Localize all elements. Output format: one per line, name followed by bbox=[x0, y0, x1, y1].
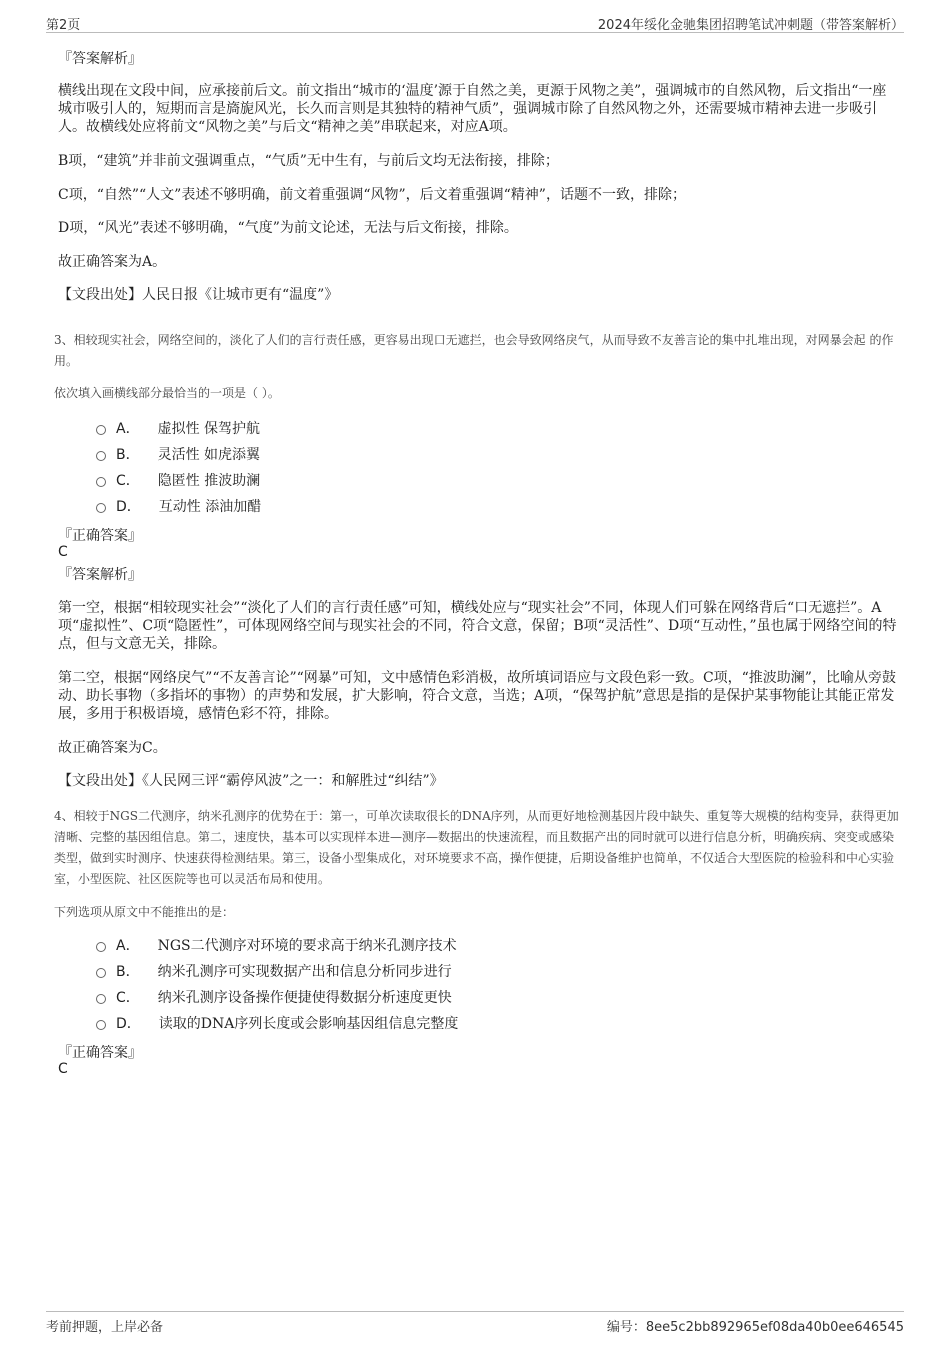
source-citation: 【文段出处】人民日报《让城市更有“温度”》 bbox=[58, 287, 339, 303]
option-c[interactable]: C． 隐匿性 推波助澜 bbox=[96, 470, 260, 490]
option-c[interactable]: C． 纳米孔测序设备操作便捷使得数据分析速度更快 bbox=[96, 987, 452, 1007]
option-b[interactable]: B． 纳米孔测序可实现数据产出和信息分析同步进行 bbox=[96, 961, 452, 981]
document-title: 2024年绥化金驰集团招聘笔试冲刺题（带答案解析） bbox=[597, 18, 904, 33]
radio-icon[interactable] bbox=[96, 503, 106, 513]
question-prompt: 下列选项从原文中不能推出的是： bbox=[54, 905, 235, 919]
option-d[interactable]: D． 互动性 添油加醋 bbox=[96, 496, 261, 516]
radio-icon[interactable] bbox=[96, 942, 106, 952]
analysis-paragraph: B项，“建筑”并非前文强调重点，“气质”无中生有，与前后文均无法衔接，排除； bbox=[58, 153, 559, 169]
page-header bbox=[46, 12, 904, 33]
option-a[interactable]: A． 虚拟性 保驾护航 bbox=[96, 418, 260, 438]
page-number: 第2页 bbox=[46, 18, 81, 33]
radio-icon[interactable] bbox=[96, 477, 106, 487]
analysis-paragraph: 第一空，根据“相较现实社会”“淡化了人们的言行责任感”可知，横线处应与“现实社会”不同，体现人们可躲在网络背后“口无遮拦”。A项“虚拟性”、C项“隐匿性”，可体现网络空间与现实社会的不同，符合文意，保留；B项“灵活性”、D项“互动性，”虽也属于网络空间的特点，但与文意无关，排除。 bbox=[58, 600, 897, 652]
analysis-paragraph: 第二空，根据“网络戾气”“不友善言论”“网暴”可知，文中感情色彩消极，故所填词语应与文段色彩一致。C项，“推波助澜”，比喻从旁鼓动、助长事物（多指坏的事物）的声势和发展，扩大影响，符合文意，当选；A项，“保驾护航”意思是指的是保护某事物能让其能正常发展，多用于积极语境，感情色彩不符，排除。 bbox=[58, 670, 896, 722]
correct-answer: C bbox=[58, 1061, 68, 1077]
analysis-paragraph: D项，“风光”表述不够明确，“气度”为前文论述，无法与后文衔接，排除。 bbox=[58, 220, 518, 236]
conclusion: 故正确答案为A。 bbox=[58, 254, 167, 270]
analysis-paragraph: C项，“自然”“人文”表述不够明确，前文着重强调“风物”，后文着重强调“精神”，话题不一致，排除； bbox=[58, 187, 686, 203]
question-stem: 4、相较于NGS二代测序，纳米孔测序的优势在于：第一，可单次读取很长的DNA序列，从而更好地检测基因片段中缺失、重复等大规模的结构变异，获得更加清晰、完整的基因组信息。第二，速度快，基本可以实现样本进—测序—数据出的快速流程，而且数据产出的同时就可以进行信息分析，明确疾病、突变或感染类型，做到实时测序、快速获得检测结果。第三，设备小型集成化，对环境要求不高，操作便捷，后期设备维护也简单，不仅适合大型医院的检验科和中心实验室，小型医院、社区医院等也可以灵活布局和使用。 bbox=[54, 809, 899, 886]
correct-answer: C bbox=[58, 544, 68, 560]
radio-icon[interactable] bbox=[96, 1020, 106, 1030]
analysis-paragraph: 横线出现在文段中间，应承接前后文。前文指出“城市的‘温度’源于自然之美，更源于风物之美”，强调城市的自然风物，后文指出“一座城市吸引人的，短期而言是旖旎风光，长久而言则是其独特的精神气质”，强调城市除了自然风物之外，还需要城市精神去进一步吸引人。故横线处应将前文“风物之美”与后文“精神之美”串联起来，对应A项。 bbox=[58, 83, 887, 135]
page-footer bbox=[46, 1311, 904, 1334]
answer-heading: 『正确答案』 bbox=[58, 528, 142, 544]
analysis-heading: 『答案解析』 bbox=[58, 567, 142, 583]
radio-icon[interactable] bbox=[96, 425, 106, 435]
answer-heading: 『正确答案』 bbox=[58, 1045, 142, 1061]
question-prompt: 依次填入画横线部分最恰当的一项是（ ）。 bbox=[54, 386, 280, 400]
footer-slogan: 考前押题，上岸必备 bbox=[46, 1320, 164, 1335]
option-a[interactable]: A． NGS二代测序对环境的要求高于纳米孔测序技术 bbox=[96, 935, 457, 955]
radio-icon[interactable] bbox=[96, 451, 106, 461]
conclusion: 故正确答案为C。 bbox=[58, 740, 167, 756]
question-stem: 3、相较现实社会，网络空间的，淡化了人们的言行责任感，更容易出现口无遮拦，也会导致网络戾气，从而导致不友善言论的集中扎堆出现，对网暴会起 的作用。 bbox=[54, 333, 894, 368]
option-b[interactable]: B． 灵活性 如虎添翼 bbox=[96, 444, 260, 464]
analysis-heading: 『答案解析』 bbox=[58, 51, 142, 67]
source-citation: 【文段出处】《人民网三评“霸停风波”之一：和解胜过“纠结”》 bbox=[58, 773, 444, 789]
option-d[interactable]: D． 读取的DNA序列长度或会影响基因组信息完整度 bbox=[96, 1013, 458, 1033]
radio-icon[interactable] bbox=[96, 968, 106, 978]
document-code: 编号：8ee5c2bb892965ef08da40b0ee646545 bbox=[606, 1320, 904, 1335]
radio-icon[interactable] bbox=[96, 994, 106, 1004]
